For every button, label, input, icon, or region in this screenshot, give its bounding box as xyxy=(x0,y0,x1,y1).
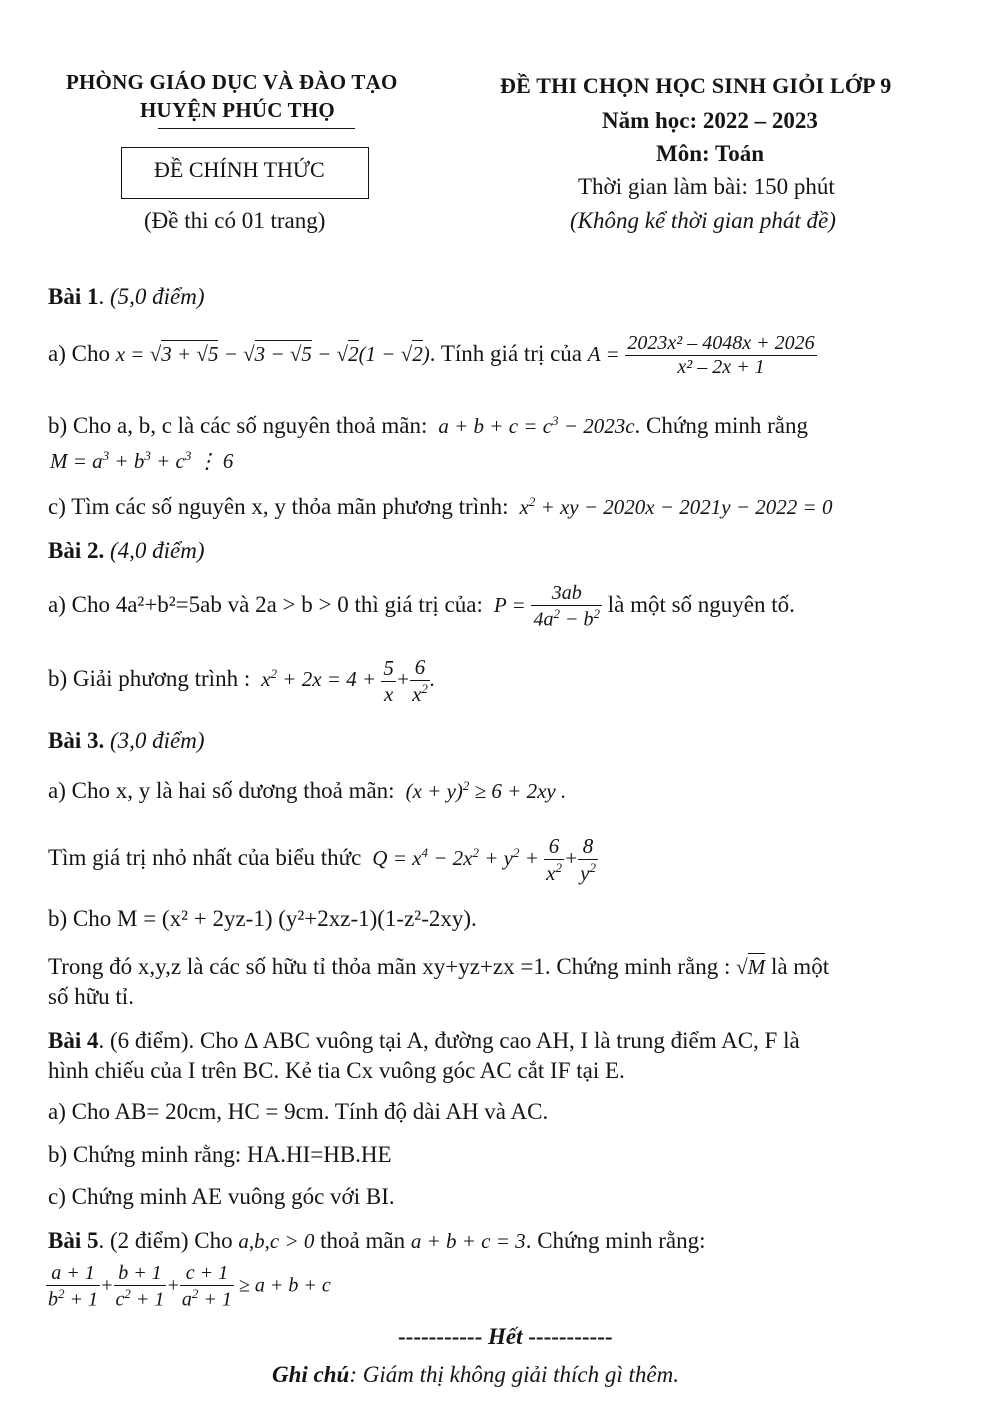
duration: Thời gian làm bài: 150 phút xyxy=(578,174,835,199)
bai1-points: (5,0 điểm) xyxy=(109,284,205,309)
bai4-a: a) Cho AB= 20cm, HC = 9cm. Tính độ dài AH và AC. xyxy=(48,1099,549,1124)
bai3-a-condition: $(x + y)^2 \ge 6 + 2xy$ . xyxy=(400,778,567,803)
bai5-intro xyxy=(48,1228,706,1254)
school-year: Năm học: 2022 – 2023 xyxy=(602,108,818,133)
bai2-b-frac1: $\frac{5}{x}$ xyxy=(383,655,394,706)
bai3-a-text: a) Cho x, y là hai số dương thoả mãn: xyxy=(48,778,395,803)
bai2-a-tail: là một số nguyên tố. xyxy=(607,592,795,618)
bai1-a-frac-den: x² – 2x + 1 xyxy=(625,355,816,379)
footer-note-label: Ghi chú xyxy=(272,1362,350,1387)
pages-note: (Đề thi có 01 trang) xyxy=(144,208,326,233)
bai1-a-fraction xyxy=(625,332,816,379)
bai1-a-A: A = xyxy=(587,341,620,366)
bai4-intro-text: . (6 điểm). Cho ∆ ABC vuông tại A, đường cao AH, I là trung điểm AC, F là xyxy=(98,1028,800,1053)
bai1-a-intro: a) Cho xyxy=(48,340,110,366)
bai2-a-frac-den: $4a^2 - b^2$ xyxy=(533,606,600,631)
bai1-c-equation: $x^2$ + xy − 2020x − 2021y − 2022 = 0 xyxy=(514,494,833,519)
bai3-b2 xyxy=(48,954,829,980)
bai5-frac1: $\frac{a + 1}{b^2 + 1}$ xyxy=(48,1262,98,1311)
district-name: HUYỆN PHÚC THỌ xyxy=(140,98,335,122)
bai3-b: b) Cho M = (x² + 2yz-1) (y²+2xz-1)(1-z²-2xy). xyxy=(48,906,477,931)
duration-note: (Không kể thời gian phát đề) xyxy=(570,208,836,233)
bai5-cond2: a + b + c = 3 xyxy=(410,1229,526,1253)
end-dashes-left: ----------- xyxy=(398,1324,483,1349)
bai5-tail: . Chứng minh rằng: xyxy=(525,1228,706,1253)
bai5-inequality: $\frac{a + 1}{b^2 + 1}$ + $\frac{b + 1}{c^2 + 1}$ + $\frac{c + 1}{a^2 + 1}$ ≥ a + b + c xyxy=(48,1262,331,1311)
bai2-b-equation: $x^2 + 2x = 4$ + $\frac{5}{x}$ + $\frac{6}{x^2}$ . xyxy=(255,655,436,706)
bai3-a-text2: Tìm giá trị nhỏ nhất của biểu thức xyxy=(48,844,362,870)
bai1-a-mid: Tính giá trị của xyxy=(440,340,583,366)
bai3-heading xyxy=(48,728,205,754)
bai1-c-text: c) Tìm các số nguyên x, y thỏa mãn phương trình: xyxy=(48,494,509,519)
bai4-intro2: hình chiếu của I trên BC. Kẻ tia Cx vuông góc AC cắt IF tại E. xyxy=(48,1058,625,1083)
bai2-heading xyxy=(48,538,205,564)
bai5-cond1: a,b,c > 0 xyxy=(238,1229,315,1253)
official-exam-label: ĐỀ CHÍNH THỨC xyxy=(154,157,325,182)
bai2-a-fraction xyxy=(531,582,602,632)
bai4-label: Bài 4 xyxy=(48,1028,99,1053)
bai2-a-P: P = xyxy=(488,593,526,618)
bai2-a xyxy=(48,582,795,632)
bai2-b-frac2: $\frac{6}{x^2}$ xyxy=(412,655,428,706)
department-name: PHÒNG GIÁO DỤC VÀ ĐÀO TẠO xyxy=(66,70,398,94)
bai3-a-Q: $Q = x^4 - 2x^2 + y^2$ + $\frac{6}{x^2}$ + $\frac{8}{y^2}$ xyxy=(367,834,596,885)
bai3-points: (3,0 điểm) xyxy=(109,728,205,753)
bai2-b xyxy=(48,655,435,707)
bai1-a-x-formula: x = √3 + √5 − √3 − √5 − √2(1 − √2) xyxy=(115,341,430,366)
bai1-b-text: b) Cho a, b, c là các số nguyên thoả mãn: xyxy=(48,413,428,438)
bai3-b-sqrtM: √M xyxy=(736,955,766,979)
bai4-b: b) Chứng minh rằng: HA.HI=HB.HE xyxy=(48,1142,392,1167)
bai3-b-text2a: Trong đó x,y,z là các số hữu tỉ thỏa mãn xy+yz+zx =1. Chứng minh rằng : xyxy=(48,954,731,979)
bai3-a-frac1: $\frac{6}{x^2}$ xyxy=(546,834,562,885)
end-dashes-right: ----------- xyxy=(528,1324,613,1349)
bai1-b-M: $M = a^3 + b^3 + c^3$ ⋮ 6 xyxy=(50,448,234,473)
bai5-frac2: $\frac{b + 1}{c^2 + 1}$ xyxy=(115,1262,165,1311)
exam-title: ĐỀ THI CHỌN HỌC SINH GIỎI LỚP 9 xyxy=(500,73,892,98)
bai3-b-text2b: là một xyxy=(770,954,830,979)
footer-note-text: : Giám thị không giải thích gì thêm. xyxy=(349,1362,679,1387)
bai5-frac3: $\frac{c + 1}{a^2 + 1}$ xyxy=(181,1262,232,1311)
bai2-a-text: a) Cho 4a²+b²=5ab và 2a > b > 0 thì giá trị của: xyxy=(48,592,483,618)
bai5-intro-text: . (2 điểm) Cho xyxy=(98,1228,233,1253)
subject: Môn: Toán xyxy=(656,141,765,166)
footer-note xyxy=(272,1362,679,1388)
bai1-heading: Bài 1. (5,0 điểm) xyxy=(48,284,205,309)
bai1-label: Bài 1 xyxy=(48,284,99,309)
bai1-c xyxy=(48,494,832,520)
bai2-a-frac-num: 3ab xyxy=(551,582,582,604)
bai3-a xyxy=(48,778,566,804)
bai1-a-frac-num: 2023x² – 4048x + 2026 xyxy=(627,332,815,354)
bai4-intro xyxy=(48,1028,800,1054)
bai1-a: a) Cho x = √3 + √5 − √3 − √5 − √2(1 − √2). Tính giá trị của A = $\frac{\text{2023x² – 4048x + 2026}}{\text{x² – 2x + 1}}$ xyxy=(48,332,815,378)
bai3-b3: số hữu tỉ. xyxy=(48,984,134,1009)
bai5-label: Bài 5 xyxy=(48,1228,99,1253)
header-underline xyxy=(158,128,355,129)
bai1-b xyxy=(48,413,808,439)
bai2-b-text: b) Giải phương trình : xyxy=(48,665,251,691)
bai5-mid: thoả mãn xyxy=(320,1228,406,1253)
bai1-b-text2: . Chứng minh rằng xyxy=(634,413,809,438)
bai2-label: Bài 2. xyxy=(48,538,105,563)
bai2-points: (4,0 điểm) xyxy=(109,538,205,563)
end-marker xyxy=(398,1324,613,1350)
bai3-label: Bài 3. xyxy=(48,728,105,753)
bai3-a-frac2: $\frac{8}{y^2}$ xyxy=(580,834,596,885)
bai1-b-equation: $a + b + c = c^3 - 2023c$ xyxy=(433,413,635,438)
end-label: Hết xyxy=(488,1324,523,1349)
bai3-a2 xyxy=(48,834,598,886)
bai4-c: c) Chứng minh AE vuông góc với BI. xyxy=(48,1184,395,1209)
